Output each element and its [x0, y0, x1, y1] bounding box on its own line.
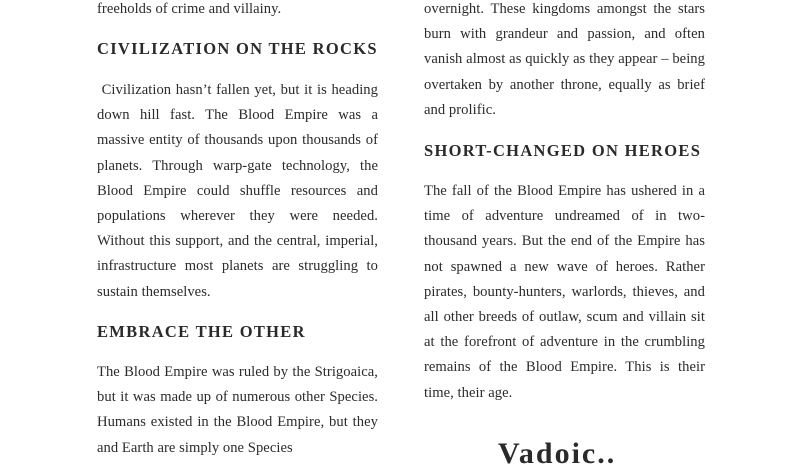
heading-embrace-the-other: EMBRACE THE OTHER [97, 322, 306, 341]
right-top-fragment: overnight. These kingdoms amongst the stars burn with grandeur and passion, and often vanish almost as quickly as they appear – being overtaken by another throne, equally as brief and prolific. [424, 1, 705, 118]
paragraph-embrace-the-other: The Blood Empire was ruled by the Strigoaica, but it was made up of numerous other Species. Humans existed in the Blood Empire, but they and Earth are simply one Species [97, 364, 378, 456]
paragraph-short-changed: The fall of the Blood Empire has ushered in a time of adventure undreamed of in two-thousand years. But the end of the Empire has not spawned a new wave of heroes. Rather pirates, bounty-hunters, warlords, thieves, and all other breeds of outlaw, scum and villain sit at the forefront of adventure in the crumbling remains of the Blood Empire. This is their time, their age. [424, 183, 705, 401]
paragraph-civilization: Civilization hasn’t fallen yet, but it is heading down hill fast. The Blood Empire was a massive entity of thousands upon thousands of planets. Through warp-gate technology, the Blood Empire could shuffle resources and populations wherever they were needed. Without this support, and the central, imperial, infrastructure most planets are struggling to sustain themselves. [97, 82, 378, 300]
heading-civilization-on-the-rocks: CIVILIZATION ON THE ROCKS [97, 39, 378, 58]
heading-short-changed-on-heroes: SHORT-CHANGED ON HEROES [424, 141, 702, 160]
left-top-fragment: freeholds of crime and villainy. [97, 1, 282, 17]
section-title-cut-off: Vadoic.. [498, 437, 617, 470]
